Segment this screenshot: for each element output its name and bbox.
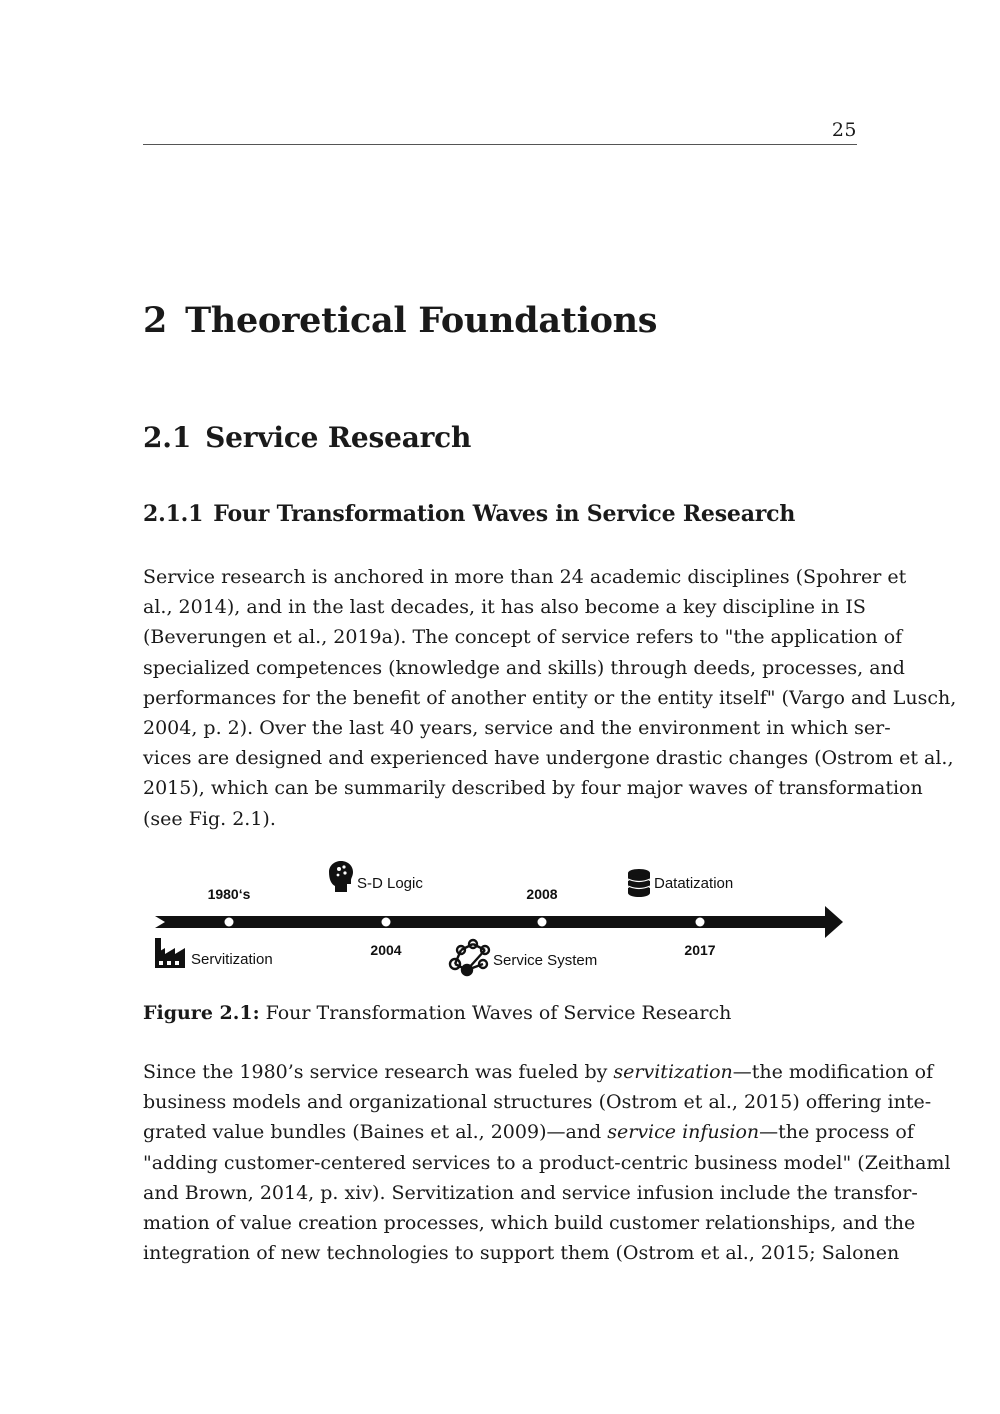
database-icon [628,869,650,897]
timeline-figure [143,860,857,990]
figure-caption [143,1002,731,1024]
paragraph-line: (see Fig. 2.1). [143,807,276,830]
timeline-diagram [143,860,857,990]
timeline-dot [225,918,234,927]
section-number: 2.1 [143,421,192,454]
paragraph-line: Service research is anchored in more than 24 academic disciplines (Spohrer et [143,566,907,588]
timeline-year: 2008 [526,886,558,902]
timeline-year: 1980‘s [207,886,251,902]
section-title: Service Research [205,421,472,454]
paragraph-line: specialized competences (knowledge and skills) through deeds, processes, and [143,656,905,679]
paragraph-line: 2004, p. 2). Over the last 40 years, service and the environment in which ser- [143,717,891,740]
text-run: grated value bundles (Baines et al., 2009)—and [143,1121,608,1144]
paragraph-line: (Beverungen et al., 2019a). The concept of service refers to "the application of [143,626,903,649]
caption-text: Four Transformation Waves of Service Research [265,1002,732,1024]
emphasis-term: service infusion [607,1121,760,1144]
paragraph-line: "adding customer-centered services to a product-centric business model" (Zeithaml [143,1151,951,1174]
paragraph-line: mation of value creation processes, which build customer relationships, and the [143,1212,916,1235]
timeline-label: S-D Logic [357,875,423,892]
timeline-dot [538,918,547,927]
timeline-year: 2017 [684,942,716,958]
paragraph-line [143,1057,934,1087]
text-run: —the modification of [732,1061,934,1083]
chapter-number: 2 [143,300,168,341]
network-people-icon [450,940,489,975]
paragraph-line: integration of new technologies to support them (Ostrom et al., 2015; Salonen [143,1242,900,1265]
text-run: —the process of [759,1121,914,1144]
timeline-dot [696,918,705,927]
text-run: Since the 1980’s service research was fueled by [143,1061,614,1083]
paragraph-line: al., 2014), and in the last decades, it has also become a key discipline in IS [143,596,866,619]
subsection-title: Four Transformation Waves in Service Research [213,501,796,527]
paragraph-line: vices are designed and experienced have undergone drastic changes (Ostrom et al., [143,747,954,770]
timeline-label: Servitization [191,951,273,968]
brain-head-icon [329,861,353,892]
paragraph-line: 2015), which can be summarily described by four major waves of transformation [143,777,923,800]
timeline-label: Service System [493,952,598,969]
header-rule [143,144,857,145]
timeline-label: Datatization [654,875,734,892]
timeline-year: 2004 [370,942,402,958]
chapter-title: Theoretical Foundations [185,300,658,341]
section-heading [143,421,471,454]
timeline-dot [382,918,391,927]
paragraph-line [143,1117,914,1147]
subsection-heading [143,501,795,527]
page-number: 25 [831,119,857,141]
subsection-number: 2.1.1 [143,501,204,527]
paragraph-line: performances for the benefit of another entity or the entity itself" (Vargo and Lusch, [143,686,957,709]
body-paragraph-1 [143,562,957,834]
factory-icon [155,938,185,968]
paragraph-line: and Brown, 2014, p. xiv). Servitization and service infusion include the transfor- [143,1181,918,1204]
timeline-arrow [155,906,843,938]
chapter-heading [143,300,657,341]
emphasis-term: servitization [613,1061,733,1083]
body-paragraph-2 [143,1057,951,1268]
caption-label: Figure 2.1: [143,1002,260,1024]
paragraph-line: business models and organizational structures (Ostrom et al., 2015) offering inte- [143,1091,932,1114]
